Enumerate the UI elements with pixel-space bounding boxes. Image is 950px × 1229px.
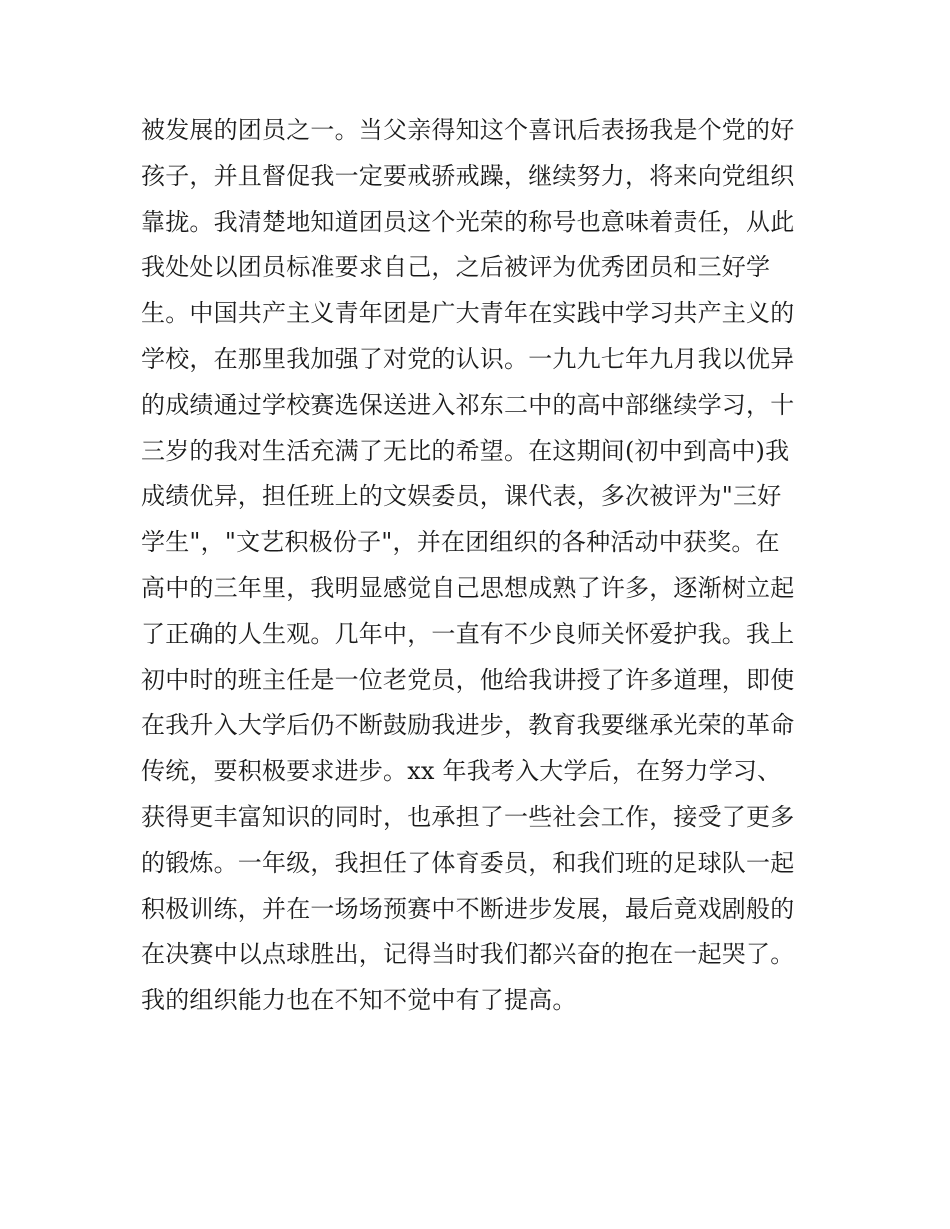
text-line: 在决赛中以点球胜出，记得当时我们都兴奋的抱在一起哭了。	[141, 940, 795, 969]
text-line: 积极训练，并在一场场预赛中不断进步发展，最后竟戏剧般的	[141, 894, 795, 923]
text-line: 成绩优异，担任班上的文娱委员，课代表，多次被评为"三好	[141, 482, 782, 511]
body-paragraph	[141, 108, 821, 1024]
text-line: 孩子，并且督促我一定要戒骄戒躁，继续努力，将来向党组织	[141, 161, 795, 190]
text-line: 获得更丰富知识的同时，也承担了一些社会工作，接受了更多	[141, 802, 795, 831]
text-line: 的成绩通过学校赛选保送进入祁东二中的高中部继续学习，十	[141, 390, 795, 419]
text-line: 初中时的班主任是一位老党员，他给我讲授了许多道理，即使	[141, 665, 795, 694]
text-line: 高中的三年里，我明显感觉自己思想成熟了许多，逐渐树立起	[141, 573, 795, 602]
text-line: 了正确的人生观。几年中，一直有不少良师关怀爱护我。我上	[141, 619, 795, 648]
text-line: 传统，要积极要求进步。xx 年我考入大学后，在努力学习、	[141, 757, 782, 786]
text-line: 学生"，"文艺积极份子"，并在团组织的各种活动中获奖。在	[141, 528, 780, 557]
text-line: 我处处以团员标准要求自己，之后被评为优秀团员和三好学	[141, 253, 771, 282]
text-line: 被发展的团员之一。当父亲得知这个喜讯后表扬我是个党的好	[141, 116, 795, 144]
text-line: 靠拢。我清楚地知道团员这个光荣的称号也意味着责任，从此	[141, 207, 795, 236]
text-line: 的锻炼。一年级，我担任了体育委员，和我们班的足球队一起	[141, 848, 795, 877]
text-line: 生。中国共产主义青年团是广大青年在实践中学习共产主义的	[141, 299, 795, 328]
text-line: 在我升入大学后仍不断鼓励我进步，教育我要继承光荣的革命	[141, 711, 795, 740]
text-line: 学校，在那里我加强了对党的认识。一九九七年九月我以优异	[141, 344, 795, 373]
text-line: 三岁的我对生活充满了无比的希望。在这期间(初中到高中)我	[141, 436, 790, 465]
text-line: 我的组织能力也在不知不觉中有了提高。	[141, 986, 577, 1015]
